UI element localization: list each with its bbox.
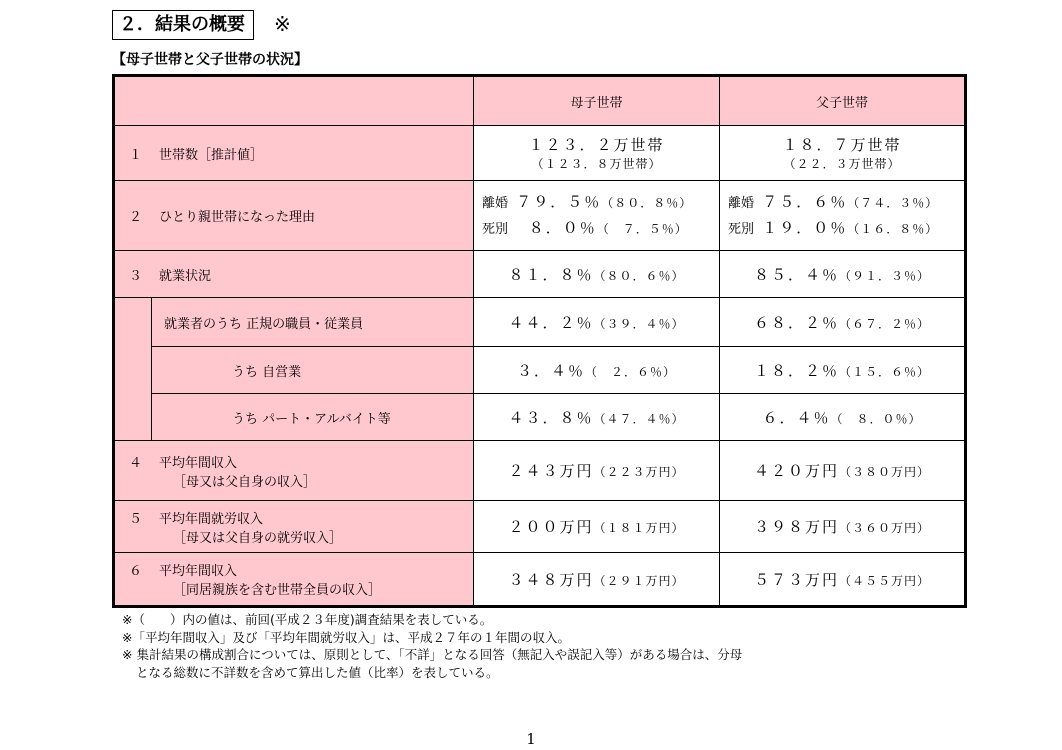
mother-value-cell	[474, 553, 720, 607]
mother-value-cell	[474, 298, 720, 347]
father-value-cell	[720, 553, 966, 607]
row-annual-income	[114, 441, 966, 501]
table-header-row	[114, 76, 966, 126]
mother-prev-value: （８０．６％）	[593, 268, 685, 283]
mother-prev-value: （ ２．６％）	[585, 364, 677, 379]
row-label-text: 世帯数［推計値］	[159, 147, 264, 163]
divorce-label: 離婚	[728, 195, 755, 211]
footnote: ※（ ）内の値は、前回(平成２３年度)調査結果を表している。	[122, 612, 493, 627]
mother-value: １２３．２万世帯	[528, 136, 665, 154]
father-value-cell	[720, 394, 966, 441]
mother-value-cell	[474, 181, 720, 251]
father-prev-value: （１５．６％）	[839, 364, 931, 379]
mother-divorce-value: ７９．５％	[516, 192, 602, 211]
father-divorce-value: ７５．６％	[762, 192, 848, 211]
section-heading: ２．結果の概要	[112, 10, 254, 40]
father-prev-value: （６７．２％）	[839, 316, 931, 331]
mother-bereavement-prev: （ ７．５％）	[596, 221, 688, 236]
row-label	[114, 501, 474, 553]
row-label: 就業者のうち 正規の職員・従業員	[152, 298, 474, 347]
father-value: ５７３万円	[753, 570, 839, 589]
page-number: 1	[526, 730, 536, 748]
row-part-time	[114, 394, 966, 441]
row-label-text: 平均年間就労収入	[159, 511, 264, 527]
mother-value: ８１．８％	[508, 265, 594, 284]
row-label: うち パート・アルバイト等	[152, 394, 474, 441]
row-label	[114, 553, 474, 607]
row-number: ６	[129, 564, 143, 579]
mother-prev-value: （３９．４％）	[593, 316, 685, 331]
mother-divorce-prev: （８０．８％）	[601, 195, 693, 210]
col-header-mother: 母子世帯	[474, 76, 720, 126]
heading-note-mark: ※	[274, 12, 291, 36]
father-value: ６．４％	[762, 408, 831, 427]
mother-value: ３．４％	[516, 361, 585, 380]
mother-prev-value: （１８１万円）	[593, 521, 685, 535]
father-value-cell	[720, 181, 966, 251]
father-value: ４２０万円	[753, 462, 839, 480]
row-label: うち 自営業	[152, 347, 474, 394]
father-prev-value: （３８０万円）	[839, 465, 931, 479]
mother-value-cell	[474, 441, 720, 501]
header-blank-cell	[114, 76, 474, 126]
mother-prev-value: （２９１万円）	[593, 573, 685, 588]
row-household-income	[114, 553, 966, 607]
mother-prev-value: （２２３万円）	[593, 465, 685, 479]
row-label-sub: ［母又は父自身の就労収入］	[173, 530, 343, 546]
father-value-cell	[720, 347, 966, 394]
father-prev-value: （３６０万円）	[839, 521, 931, 535]
row-number: ３	[129, 268, 143, 284]
row-label	[114, 251, 474, 298]
row-reason	[114, 181, 966, 251]
row-label	[114, 441, 474, 501]
table-subtitle: 【母子世帯と父子世帯の状況】	[112, 52, 308, 68]
father-bereavement-prev: （１６．８％）	[847, 221, 939, 236]
mother-value: ４３．８％	[508, 408, 594, 427]
mother-value: ４４．２％	[508, 313, 594, 332]
row-label-sub: ［母又は父自身の収入］	[173, 474, 317, 490]
indent-spacer-cell	[114, 298, 152, 441]
row-number: ４	[129, 455, 143, 471]
mother-value-cell	[474, 251, 720, 298]
footnotes	[122, 611, 742, 681]
mother-prev-value: （４７．４％）	[593, 411, 685, 426]
row-number: １	[129, 147, 143, 163]
bereavement-label: 死別	[728, 221, 755, 237]
footnote: ※ 集計結果の構成割合については、原則として、「不詳」となる回答（無記入や誤記入等）がある場合は、分母	[122, 647, 743, 662]
row-number: ５	[129, 511, 143, 527]
row-label-text: 平均年間収入	[159, 455, 238, 471]
father-value: ３９８万円	[753, 518, 839, 536]
row-self-employed	[114, 347, 966, 394]
father-value-cell	[720, 126, 966, 181]
row-number: ２	[129, 210, 143, 225]
father-value: １８．２％	[753, 361, 839, 380]
father-prev-value: （ ８．０％）	[830, 411, 922, 426]
row-work-income	[114, 501, 966, 553]
row-label-text: ひとり親世帯になった理由	[159, 210, 316, 225]
father-value-cell	[720, 251, 966, 298]
father-bereavement-value: １９．０％	[762, 218, 848, 237]
father-prev-value: （９１．３％）	[839, 268, 931, 283]
row-label	[114, 181, 474, 251]
father-prev-value: （４５５万円）	[839, 573, 931, 588]
mother-value: ２００万円	[508, 518, 594, 536]
father-value: １８．７万世帯	[782, 136, 902, 154]
row-household-count	[114, 126, 966, 181]
mother-value-cell	[474, 394, 720, 441]
footnote: ※「平均年間収入」及び「平均年間就労収入」は、平成２７年の１年間の収入。	[122, 629, 570, 645]
row-label-text: 平均年間収入	[159, 564, 238, 579]
row-label-sub: ［同居親族を含む世帯全員の収入］	[173, 583, 382, 598]
mother-value: ２４３万円	[508, 462, 594, 480]
father-value-cell	[720, 441, 966, 501]
father-value-cell	[720, 298, 966, 347]
mother-value-cell	[474, 501, 720, 553]
father-value: ８５．４％	[753, 265, 839, 284]
mother-bereavement-value: ８．０％	[528, 218, 597, 237]
row-employment	[114, 251, 966, 298]
father-prev-value: （２２．３万世帯）	[783, 157, 901, 171]
mother-value-cell	[474, 347, 720, 394]
mother-value-cell	[474, 126, 720, 181]
summary-table	[112, 74, 967, 608]
mother-prev-value: （１２３．８万世帯）	[531, 157, 662, 171]
bereavement-label: 死別	[482, 221, 509, 237]
row-label-text: 就業状況	[159, 268, 212, 284]
row-regular-employee	[114, 298, 966, 347]
col-header-father: 父子世帯	[720, 76, 966, 126]
mother-value: ３４８万円	[508, 570, 594, 589]
father-value-cell	[720, 501, 966, 553]
row-label	[114, 126, 474, 181]
father-divorce-prev: （７４．３％）	[847, 195, 939, 210]
father-value: ６８．２％	[753, 313, 839, 332]
footnote-continuation: となる総数に不詳数を含めて算出した値（比率）を表している。	[136, 664, 499, 680]
divorce-label: 離婚	[482, 195, 509, 211]
